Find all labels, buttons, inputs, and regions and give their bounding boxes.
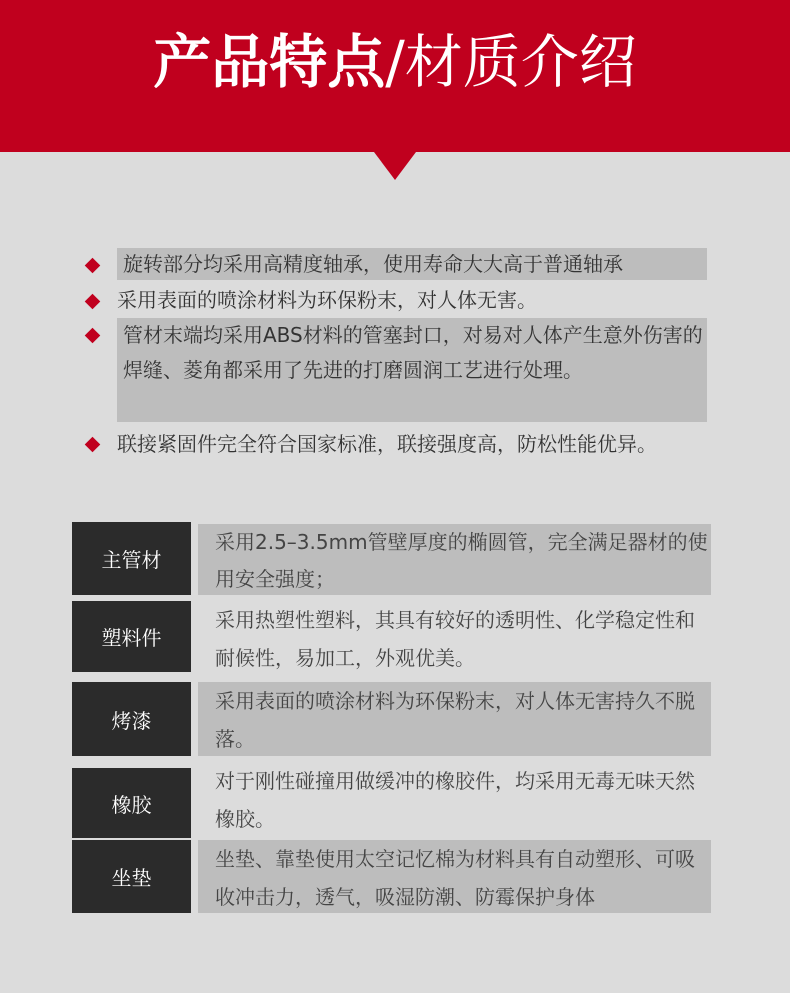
material-label: 橡胶: [72, 768, 191, 838]
material-row: [72, 682, 712, 756]
page-title-light: /材质介绍: [385, 28, 637, 96]
material-row: [72, 840, 712, 913]
material-row: [72, 522, 712, 595]
diamond-bullet-icon: [85, 294, 101, 310]
down-arrow-icon: [374, 152, 416, 180]
feature-text: 联接紧固件完全符合国家标准，联接强度高，防松性能优异。: [117, 432, 657, 456]
feature-text: 管材末端均采用ABS材料的管塞封口，对易对人体产生意外伤害的焊缝、菱角都采用了先进的打磨圆润工艺进行处理。: [117, 318, 707, 422]
material-label: 烤漆: [72, 682, 191, 756]
diamond-bullet-icon: [85, 328, 101, 344]
material-row: [72, 601, 712, 672]
material-label: 坐垫: [72, 840, 191, 913]
material-description: 采用2.5–3.5mm管壁厚度的椭圆管，完全满足器材的使用安全强度；: [198, 524, 711, 595]
material-description: 坐垫、靠垫使用太空记忆棉为材料具有自动塑形、可吸收冲击力，透气，吸湿防潮、防霉保护身体: [198, 840, 711, 913]
material-label: 主管材: [72, 522, 191, 595]
material-description: 对于刚性碰撞用做缓冲的橡胶件，均采用无毒无味天然橡胶。: [215, 769, 695, 831]
diamond-bullet-icon: [85, 437, 101, 453]
material-label: 塑料件: [72, 601, 191, 672]
material-description: 采用热塑性塑料，其具有较好的透明性、化学稳定性和耐候性，易加工，外观优美。: [215, 608, 695, 670]
feature-text: 采用表面的喷涂材料为环保粉末，对人体无害。: [117, 288, 537, 312]
page-title-bold: 产品特点: [153, 28, 386, 96]
page-title: [0, 26, 790, 98]
feature-text: 旋转部分均采用高精度轴承，使用寿命大大高于普通轴承: [117, 248, 707, 280]
header-banner: [0, 0, 790, 152]
material-row: [72, 768, 712, 838]
material-description: 采用表面的喷涂材料为环保粉末，对人体无害持久不脱落。: [198, 682, 711, 756]
diamond-bullet-icon: [85, 258, 101, 274]
